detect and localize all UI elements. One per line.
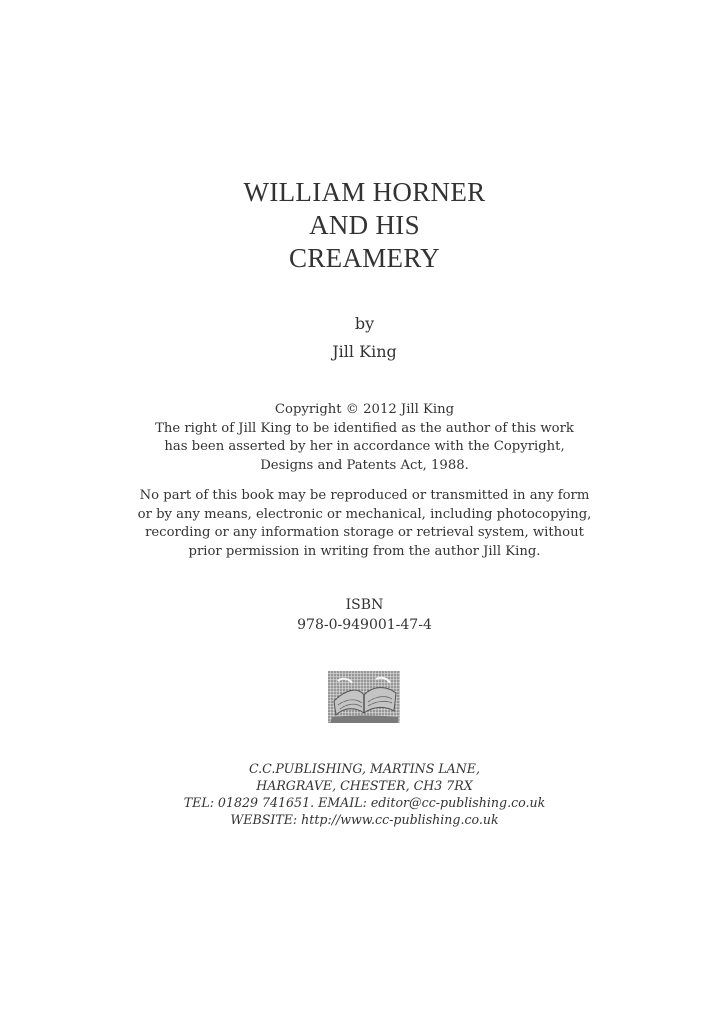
publisher-website: WEBSITE: http://www.cc-publishing.co.uk <box>230 812 499 827</box>
open-book-icon <box>328 671 400 723</box>
isbn-block <box>0 595 719 635</box>
rights-line: or by any means, electronic or mechanical, including photocopying, <box>137 506 592 522</box>
copyright-line: Copyright © 2012 Jill King <box>274 402 455 417</box>
publisher-line: HARGRAVE, CHESTER, CH3 7RX <box>256 778 473 793</box>
rights-line: No part of this book may be reproduced or transmitted in any form <box>139 488 590 503</box>
title-line: WILLIAM HORNER <box>243 177 486 207</box>
copyright-line: has been asserted by her in accordance with the Copyright, <box>164 439 565 454</box>
title-line: AND HIS <box>309 210 420 240</box>
author-name: Jill King <box>332 342 397 361</box>
rights-line: prior permission in writing from the author Jill King. <box>188 543 541 559</box>
isbn-label: ISBN <box>345 597 384 613</box>
byline-by: by <box>354 314 375 333</box>
title-line: CREAMERY <box>289 243 440 273</box>
publisher-details <box>0 760 719 828</box>
publisher-contact: TEL: 01829 741651. EMAIL: editor@cc-publishing.co.uk <box>183 795 546 810</box>
book-title <box>0 176 719 275</box>
rights-line: recording or any information storage or retrieval system, without <box>145 525 584 540</box>
isbn-number: 978-0-949001-47-4 <box>297 617 432 633</box>
copyright-line: Designs and Patents Act, 1988. <box>260 457 469 473</box>
rights-notice <box>0 487 719 561</box>
copyright-line: The right of Jill King to be identified as the author of this work <box>155 420 574 436</box>
copyright-notice <box>0 401 719 475</box>
publisher-line: C.C.PUBLISHING, MARTINS LANE, <box>248 761 480 776</box>
byline <box>0 310 719 366</box>
